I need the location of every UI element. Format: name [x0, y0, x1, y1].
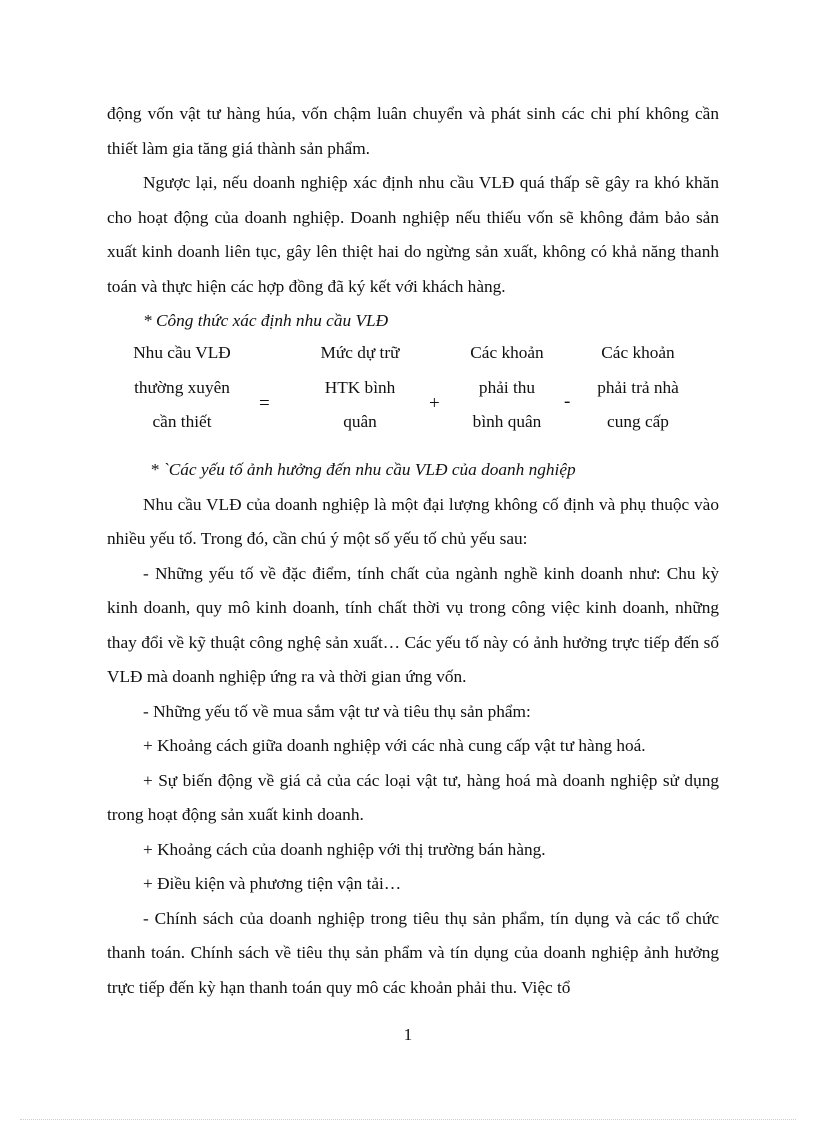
- paragraph-purchasing-factors: - Những yếu tố về mua sắm vật tư và tiêu thụ sản phẩm:: [143, 701, 531, 721]
- formula-block: [107, 336, 719, 446]
- formula-result-line: thường xuyên: [134, 377, 230, 397]
- paragraph-industry-factors: - Những yếu tố về đặc điểm, tính chất của ngành nghề kinh doanh như: Chu kỳ kinh doanh, quy mô kinh doanh, tính chất thời vụ trong công việc kinh doanh, những thay đổi về kỹ thuật công nghệ sản xuất… Các yếu tố này có ảnh hưởng trực tiếp đến số VLĐ mà doanh nghiệp ứng ra và thời gian ứng vốn.: [107, 563, 719, 686]
- plus-sign: +: [429, 393, 440, 414]
- minus-sign: -: [564, 391, 571, 412]
- paragraph-low-vld: Ngược lại, nếu doanh nghiệp xác định nhu cầu VLĐ quá thấp sẽ gây ra khó khăn cho hoạt động của doanh nghiệp. Doanh nghiệp nếu thiếu vốn sẽ không đảm bảo sản xuất kinh doanh liên tục, gây lên thiệt hai do ngừng sản xuất, không có khả năng thanh toán và thực hiện các hợp đồng đã ký kết với khách hàng.: [107, 173, 719, 296]
- paragraph-continuation: động vốn vật tư hàng húa, vốn chậm luân chuyển và phát sinh các chi phí không cần thiết làm gia tăng giá thành sản phẩm.: [107, 104, 719, 158]
- formula-term-line: Các khoản: [470, 343, 544, 362]
- factors-heading: * `Các yếu tố ảnh hưởng đến nhu cầu VLĐ của doanh nghiệp: [150, 460, 576, 479]
- formula-term-line: bình quân: [472, 412, 542, 431]
- formula-term-payables: [575, 336, 701, 440]
- paragraph-policy-factors: - Chính sách của doanh nghiệp trong tiêu thụ sản phẩm, tín dụng và các tổ chức thanh toán. Chính sách về tiêu thụ sản phẩm và tín dụng của doanh nghiệp ảnh hưởng trực tiếp đến kỳ hạn thanh toán quy mô các khoản phải thu. Việc tổ: [107, 908, 719, 997]
- formula-term-line: quân: [343, 412, 377, 431]
- list-item-price-fluctuation: + Sự biến động về giá cả của các loại vật tư, hàng hoá mà doanh nghiệp sử dụng trong hoạt động sản xuất kinh doanh.: [107, 770, 719, 824]
- formula-term-line: phải thu: [478, 377, 536, 397]
- formula-term-receivables: [447, 336, 567, 440]
- page-number: 1: [403, 1025, 413, 1044]
- formula-term-line: Các khoản: [601, 343, 675, 362]
- formula-term-line: cung cấp: [607, 412, 669, 431]
- list-item-market-distance: + Khoảng cách của doanh nghiệp với thị trường bán hàng.: [143, 839, 546, 859]
- formula-heading: * Công thức xác định nhu cầu VLĐ: [143, 311, 389, 330]
- equals-sign: =: [259, 393, 270, 414]
- formula-result-line: Nhu cầu VLĐ: [133, 343, 231, 362]
- top-text-block: [107, 97, 719, 339]
- bottom-text-block: [107, 453, 719, 1005]
- formula-result: [107, 336, 257, 440]
- list-item-transport: + Điều kiện và phương tiện vận tải…: [143, 874, 402, 893]
- page-bottom-divider: [20, 1119, 796, 1120]
- formula-term-inventory: [285, 336, 435, 440]
- formula-term-line: HTK bình: [324, 377, 396, 397]
- list-item-supplier-distance: + Khoảng cách giữa doanh nghiệp với các nhà cung cấp vật tư hàng hoá.: [143, 736, 646, 755]
- paragraph-factors-intro: Nhu cầu VLĐ của doanh nghiệp là một đại lượng không cố định và phụ thuộc vào nhiều yếu tố. Trong đó, cần chú ý một số yếu tố chủ yếu sau:: [107, 494, 719, 548]
- formula-term-line: Mức dự trữ: [320, 343, 400, 362]
- formula-result-line: cần thiết: [152, 412, 212, 431]
- formula-term-line: phải trả nhà: [597, 377, 679, 397]
